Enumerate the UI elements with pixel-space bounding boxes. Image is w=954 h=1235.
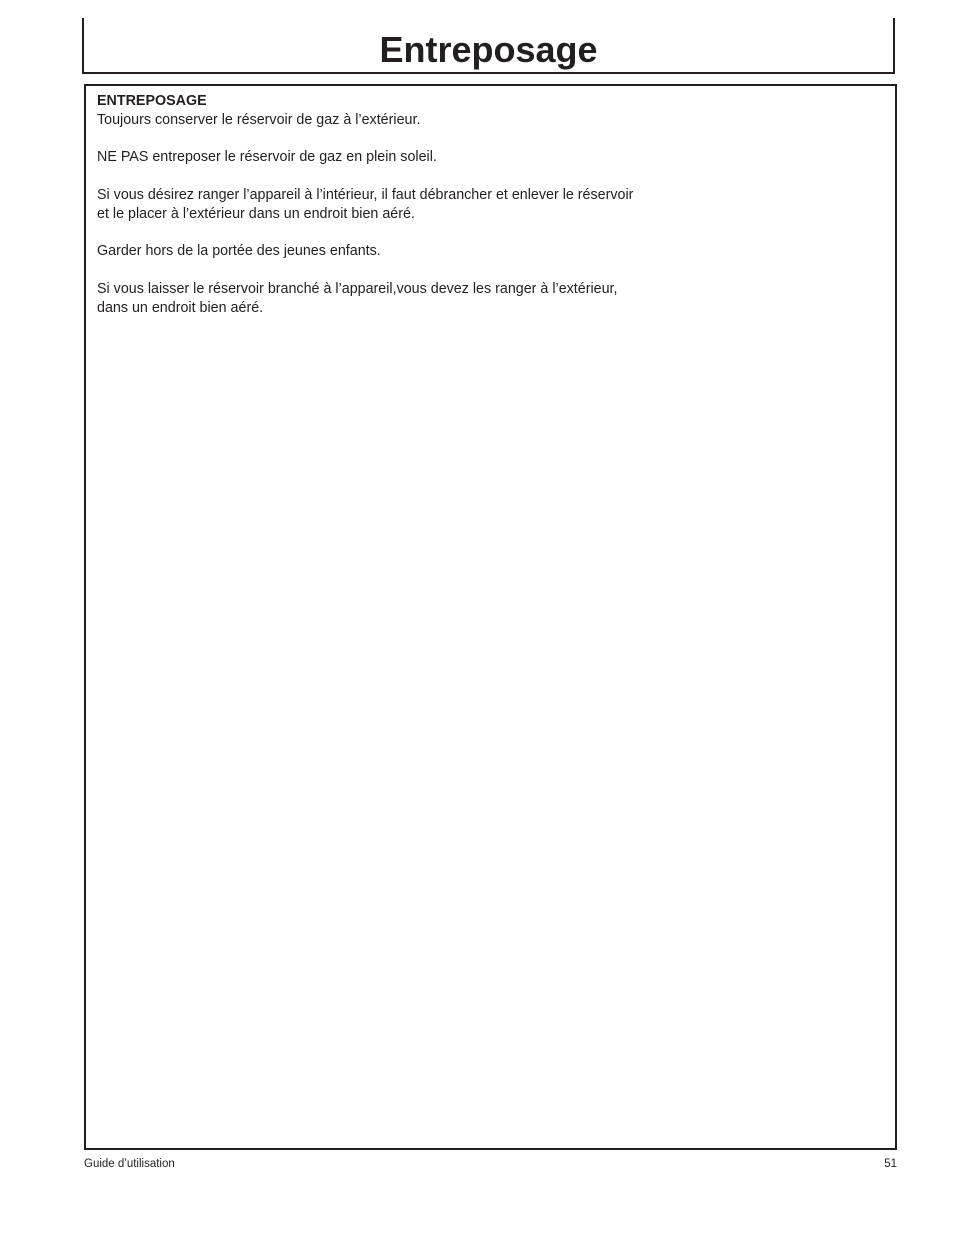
page-title: Entreposage xyxy=(379,29,598,70)
footer-guide-label: Guide d’utilisation xyxy=(84,1158,175,1170)
paragraph-outdoor-storage: Toujours conserver le réservoir de gaz à l’extérieur. xyxy=(97,111,421,128)
paragraph-connected-tank: Si vous laisser le réservoir branché à l’appareil,vous devez les ranger à l’extérieur, dans un endroit bien aéré. xyxy=(97,280,618,316)
footer-page-number: 51 xyxy=(884,1158,897,1170)
section-heading: ENTREPOSAGE xyxy=(97,93,207,109)
paragraph-no-sun: NE PAS entreposer le réservoir de gaz en plein soleil. xyxy=(97,149,437,166)
title-box xyxy=(82,18,895,74)
paragraph-indoor-storage: Si vous désirez ranger l’appareil à l’intérieur, il faut débrancher et enlever le réservoir et le placer à l’extérieur dans un endroit bien aéré. xyxy=(97,186,634,222)
content-box xyxy=(84,84,897,1150)
content-body xyxy=(97,92,637,336)
paragraph-children: Garder hors de la portée des jeunes enfants. xyxy=(97,243,381,260)
